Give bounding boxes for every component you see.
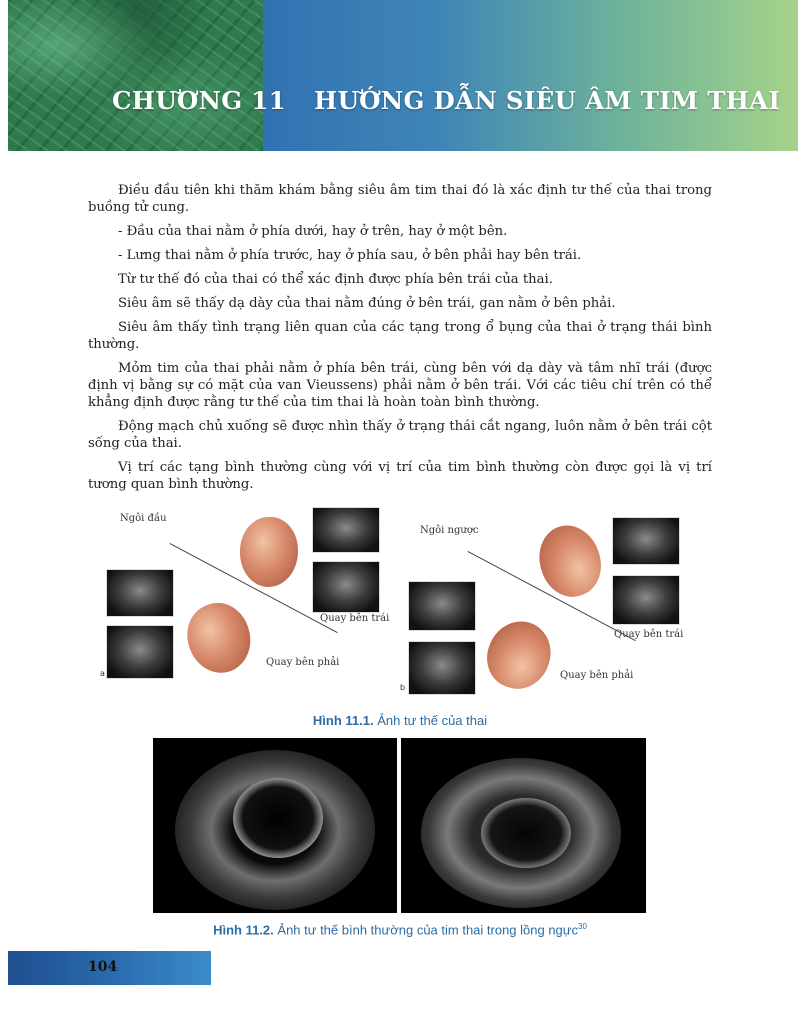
ultrasound-thumbnail bbox=[312, 507, 380, 553]
ultrasound-image-left bbox=[153, 738, 397, 913]
fetus-illustration bbox=[529, 517, 610, 605]
fetus-illustration bbox=[240, 517, 298, 587]
page-footer bbox=[8, 951, 211, 985]
panel-letter-b: b bbox=[400, 683, 406, 692]
marble-texture bbox=[8, 0, 263, 151]
paragraph: Động mạch chủ xuống sẽ được nhìn thấy ở trạng thái cắt ngang, luôn nằm ở bên trái cột sống của thai. bbox=[88, 419, 712, 451]
chapter-name: HƯỚNG DẪN SIÊU ÂM TIM THAI bbox=[314, 86, 781, 115]
ultrasound-thumbnail bbox=[408, 641, 476, 695]
figure-caption bbox=[0, 922, 800, 937]
fetus-illustration bbox=[178, 595, 260, 682]
figure-caption bbox=[0, 713, 800, 728]
chapter-number: CHƯƠNG 11 bbox=[112, 86, 286, 115]
ultrasound-thumbnail bbox=[612, 517, 680, 565]
ultrasound-echo bbox=[481, 798, 571, 868]
caption-text: Ảnh tư thế bình thường của tim thai trong lồng ngực bbox=[277, 922, 578, 938]
ultrasound-image-right bbox=[401, 738, 646, 913]
fetus-illustration bbox=[478, 612, 560, 697]
label-cephalic: Ngôi đầu bbox=[120, 513, 167, 524]
body-text bbox=[88, 182, 712, 500]
paragraph: Siêu âm thấy tình trạng liên quan của các tạng trong ổ bụng của thai ở trạng thái bình thường. bbox=[88, 320, 712, 352]
ultrasound-thumbnail bbox=[312, 561, 380, 613]
ultrasound-echo bbox=[233, 778, 323, 858]
paragraph: Mỏm tim của thai phải nằm ở phía bên trái, cùng bên với dạ dày và tâm nhĩ trái (được định vị bằng sự có mặt của van Vieussens) phải nằm ở bên trái. Với các tiêu chí trên có thể khẳng định được rằng tư thế của tim thai là hoàn toàn bình thường. bbox=[88, 361, 712, 410]
label-right-turn: Quay bên phải bbox=[560, 670, 634, 681]
paragraph: - Đầu của thai nằm ở phía dưới, hay ở trên, hay ở một bên. bbox=[118, 224, 508, 239]
ultrasound-thumbnail bbox=[408, 581, 476, 631]
label-left-turn: Quay bên trái bbox=[320, 613, 390, 624]
paragraph: Điều đầu tiên khi thăm khám bằng siêu âm tim thai đó là xác định tư thế của thai trong buồng tử cung. bbox=[88, 183, 712, 215]
caption-reference: 30 bbox=[578, 922, 587, 931]
paragraph: Vị trí các tạng bình thường cùng với vị trí của tim bình thường còn được gọi là vị trí tương quan bình thường. bbox=[88, 460, 712, 492]
paragraph: Siêu âm sẽ thấy dạ dày của thai nằm đúng ở bên trái, gan nằm ở bên phải. bbox=[118, 296, 616, 311]
chapter-header bbox=[8, 0, 798, 151]
paragraph: Từ tư thế đó của thai có thể xác định được phía bên trái của thai. bbox=[118, 272, 553, 287]
ultrasound-thumbnail bbox=[612, 575, 680, 625]
panel-letter-a: a bbox=[100, 669, 105, 678]
label-right-turn: Quay bên phải bbox=[266, 657, 340, 668]
label-left-turn: Quay bên trái bbox=[614, 629, 684, 640]
caption-prefix: Hình 11.2. bbox=[213, 922, 274, 938]
figure-fetal-position bbox=[100, 505, 700, 695]
ultrasound-thumbnail bbox=[106, 569, 174, 617]
chapter-title bbox=[112, 86, 780, 122]
page-number: 104 bbox=[88, 959, 118, 975]
caption-prefix: Hình 11.1. bbox=[312, 713, 374, 728]
caption-text: Ảnh tư thế của thai bbox=[377, 713, 488, 728]
paragraph: - Lưng thai nằm ở phía trước, hay ở phía sau, ở bên phải hay bên trái. bbox=[118, 248, 582, 263]
label-breech: Ngôi ngược bbox=[420, 525, 479, 536]
ultrasound-thumbnail bbox=[106, 625, 174, 679]
